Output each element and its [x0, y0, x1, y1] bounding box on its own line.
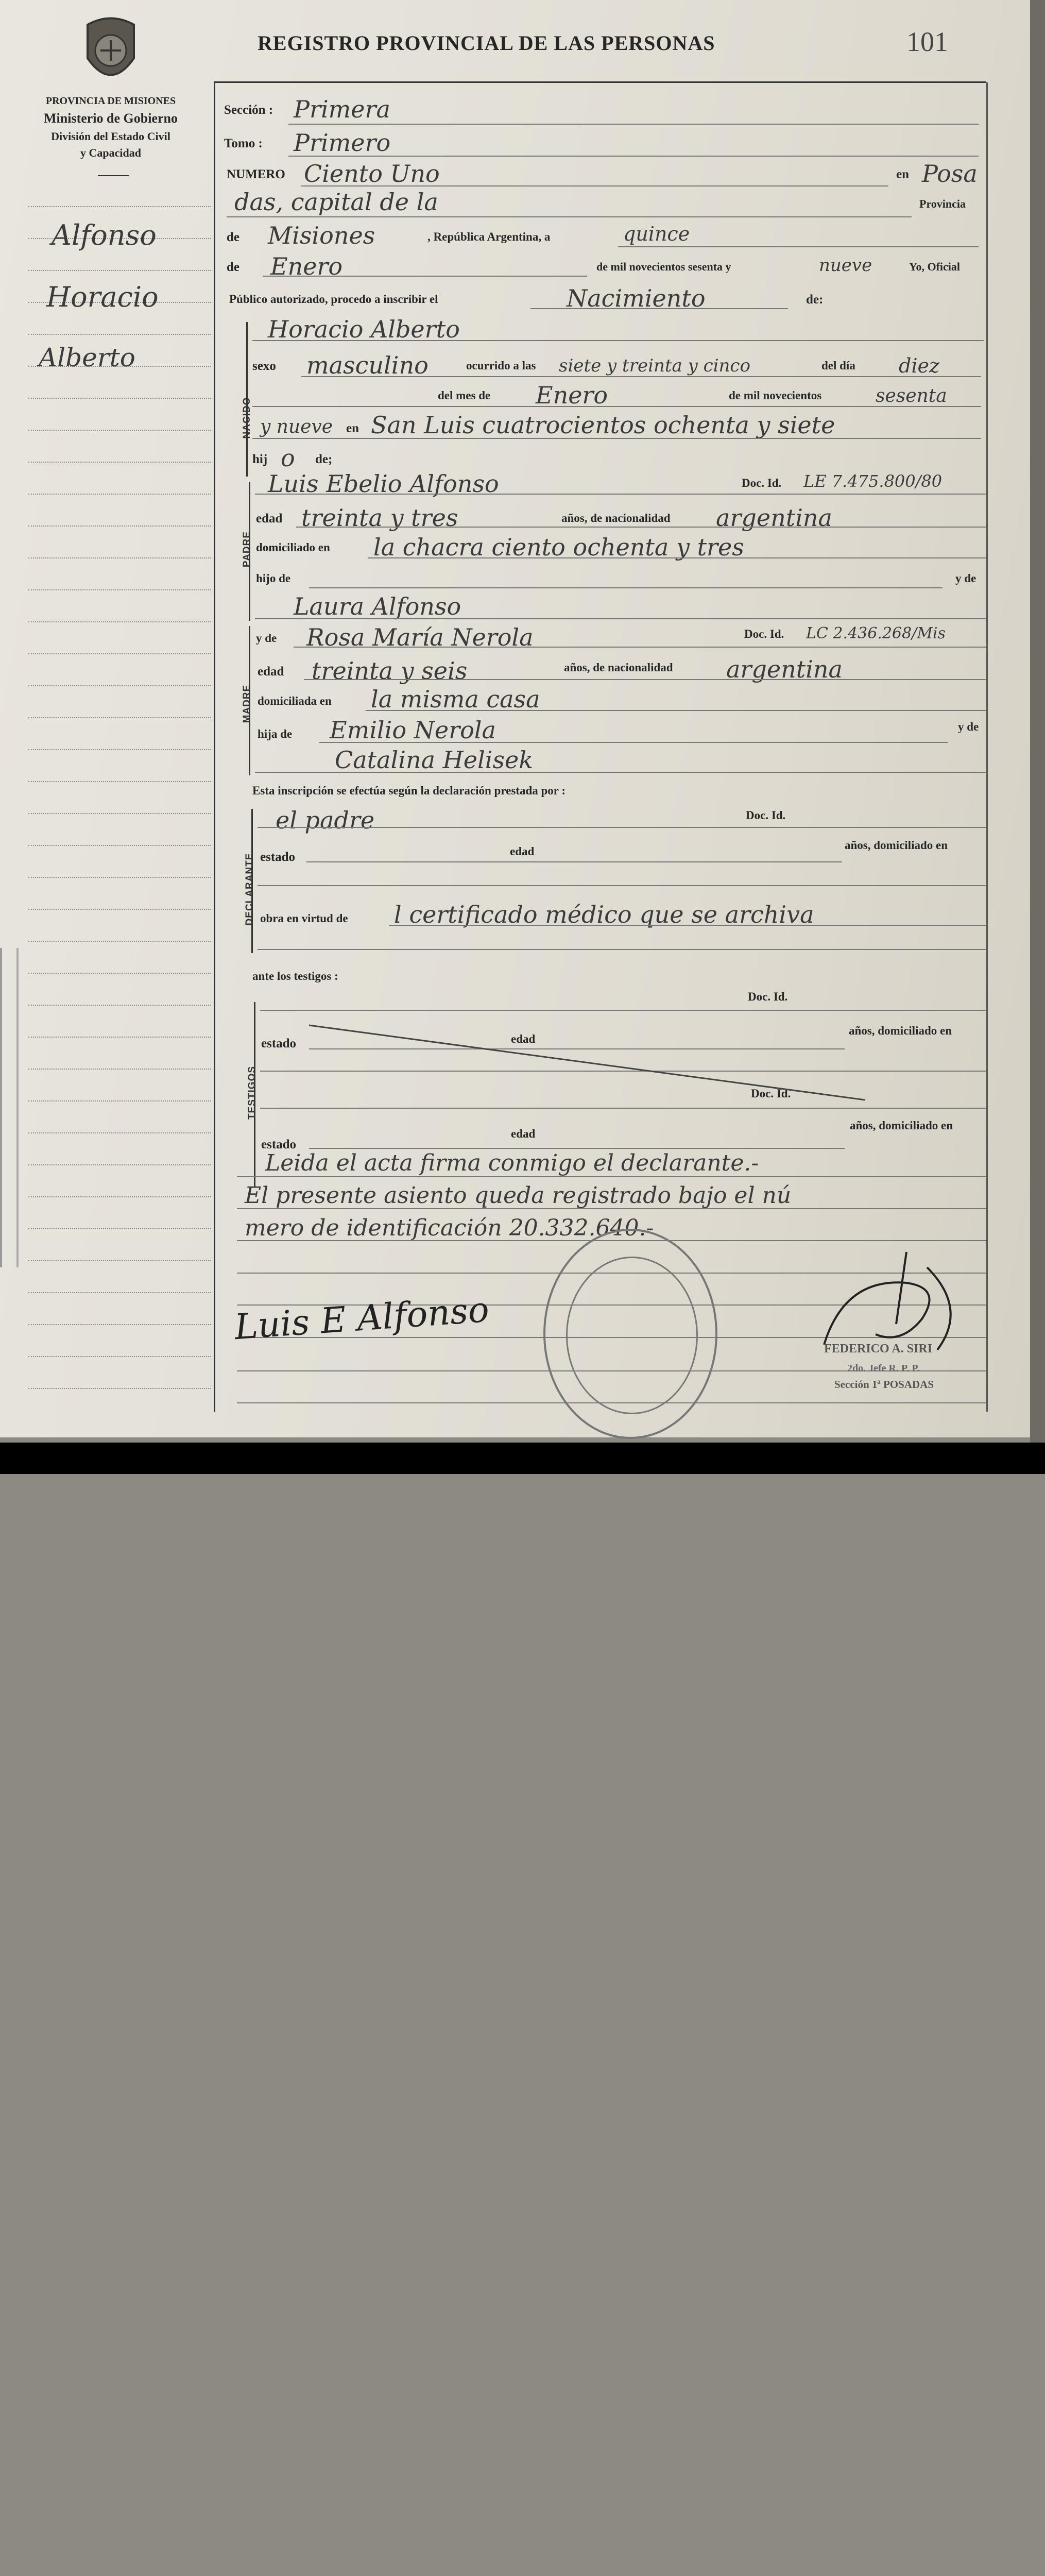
padre-doc-value: LE 7.475.800/80 [803, 471, 943, 491]
margin-rule [28, 813, 211, 814]
provincia-label: Provincia [919, 197, 966, 210]
margin-rule [28, 877, 211, 878]
margin-rule [28, 909, 211, 910]
margin-rule [28, 1005, 211, 1006]
madre-nac-value: argentina [726, 655, 843, 683]
testigo2-doc-label: Doc. Id. [751, 1087, 791, 1100]
margin-rule [28, 589, 211, 590]
sexo-label: sexo [252, 359, 276, 373]
seccion-label: Sección : [224, 103, 273, 117]
republica-label: , República Argentina, a [427, 230, 551, 243]
madre-madre-value: Catalina Helisek [335, 746, 534, 774]
de-semi-label: de; [315, 452, 333, 466]
mes-nac-value: Enero [536, 381, 608, 409]
padre-y-de-label: y de [955, 572, 977, 585]
madre-y-de-label: y de [256, 632, 277, 645]
tomo-line [288, 156, 979, 157]
madre-dom-line [366, 710, 986, 711]
madre-edad-label: edad [258, 665, 284, 679]
madre-padre-value: Emilio Nerola [330, 716, 496, 744]
ciudad-line [227, 216, 912, 217]
tomo-value: Primero [294, 129, 391, 157]
publico-label: Público autorizado, procedo a inscribir el [229, 293, 438, 306]
margin-rule [28, 1100, 211, 1101]
dia-nac-value: diez [899, 354, 939, 377]
margin-rule [28, 1324, 211, 1325]
page-title: REGISTRO PROVINCIAL DE LAS PERSONAS [258, 31, 715, 55]
note-line-1-rule [237, 1176, 986, 1177]
padre-dom-line [368, 557, 986, 558]
strike-line [309, 1023, 876, 1105]
madre-doc-label: Doc. Id. [744, 628, 784, 640]
provincial-crest-icon [77, 14, 144, 92]
hora-value: siete y treinta y cinco [559, 355, 750, 376]
ocurrido-label: ocurrido a las [466, 359, 536, 372]
del-mes-label: del mes de [438, 389, 491, 402]
org-line-2: Ministerio de Gobierno [44, 111, 178, 126]
hijo-de-line [309, 587, 943, 588]
margin-rule [28, 334, 211, 335]
madre-line [294, 647, 986, 648]
declarante-section-label: DECLARANTE [244, 853, 255, 926]
anio-value: nueve [819, 255, 872, 276]
top-border [214, 81, 986, 83]
org-divider [98, 175, 129, 176]
acto-value: Nacimiento [567, 284, 706, 312]
margin-rule [28, 462, 211, 463]
padre-nac-value: argentina [716, 504, 832, 532]
nombre-line [252, 340, 984, 341]
declarante-signature: Luis E Alfonso [233, 1289, 491, 1348]
margin-rule [28, 206, 211, 207]
seccion-line [288, 124, 979, 125]
hija-de-line [319, 742, 948, 743]
dia-line [618, 246, 979, 247]
mes-nac-line [252, 406, 981, 407]
tomo-label: Tomo : [224, 137, 263, 150]
margin-rule [28, 845, 211, 846]
margin-rule [28, 973, 211, 974]
margin-rule [28, 1132, 211, 1133]
hija-de-label: hija de [258, 727, 293, 740]
padre-edad-line [296, 527, 986, 528]
padre-doc-label: Doc. Id. [742, 477, 782, 489]
en-nac-label: en [346, 421, 359, 435]
dia-value: quince [623, 223, 690, 245]
mes-value: Enero [270, 252, 343, 280]
padre-edad-value: treinta y tres [301, 504, 458, 532]
margin-rule [28, 685, 211, 686]
margin-rule [28, 1356, 211, 1357]
hij-suffix: o [281, 444, 295, 472]
margin-divider [214, 82, 215, 1412]
declarante-anos-label: años, domiciliado en [845, 839, 948, 852]
anio-nac-1: sesenta [876, 385, 947, 406]
official-section: Sección 1ª POSADAS [834, 1378, 934, 1391]
obra-label: obra en virtud de [260, 912, 348, 925]
madre-doc-value: LC 2.436.268/Mis [806, 624, 946, 642]
testigo2-edad-label: edad [511, 1127, 536, 1140]
declarante-edad-label: edad [510, 845, 535, 858]
margin-name-2: Horacio [46, 281, 159, 313]
margin-rule [28, 1069, 211, 1070]
testigo1-edad-label: edad [511, 1032, 536, 1045]
testigo2-anos-label: años, domiciliado en [850, 1119, 953, 1132]
mil-novecientos-label: de mil novecientos sesenta y [596, 260, 731, 273]
official-name: FEDERICO A. SIRI [824, 1342, 933, 1355]
obra-line [389, 925, 986, 926]
madre-value: Rosa María Nerola [306, 623, 534, 651]
madre-dom-value: la misma casa [371, 685, 540, 713]
testigo1-estado-label: estado [261, 1037, 297, 1050]
ciudad-value: das, capital de la [234, 188, 438, 216]
numero-line [301, 185, 888, 187]
testigo1-anos-label: años, domiciliado en [849, 1024, 952, 1037]
padre-dom-value: la chacra ciento ochenta y tres [373, 533, 744, 561]
de-label-2: de [227, 260, 239, 274]
obra-value: l certificado médico que se archiva [394, 901, 814, 928]
margin-rule [28, 717, 211, 718]
padre-edad-label: edad [256, 512, 283, 526]
madre-edad-line [304, 679, 986, 680]
nacido-section-label: NACIDO [242, 397, 252, 439]
hij-label: hij [252, 452, 268, 466]
lugar-value: San Luis cuatrocientos ochenta y siete [371, 411, 835, 439]
padre-nac-label: años, de nacionalidad [561, 512, 671, 524]
official-title: 2do. Jefe R. P. P. [847, 1363, 920, 1374]
de-colon-label: de: [806, 293, 824, 307]
testigo2-line [260, 1108, 986, 1109]
mes-line [263, 276, 587, 277]
declarante-line [258, 827, 986, 828]
padre-line [255, 494, 986, 495]
acto-line [530, 308, 788, 309]
testigo2-estado-line [309, 1148, 845, 1149]
binding-staple [0, 948, 19, 1267]
testigos-label: ante los testigos : [252, 970, 338, 982]
madre-madre-line [255, 772, 986, 773]
margin-rule [28, 941, 211, 942]
margin-rule [28, 621, 211, 622]
margin-rule [28, 270, 211, 271]
del-dia-label: del día [821, 359, 855, 372]
inscripcion-label: Esta inscripción se efectúa según la declaración prestada por : [252, 784, 566, 797]
margin-rule [28, 749, 211, 750]
madre-nac-label: años, de nacionalidad [564, 661, 673, 674]
org-line-1: PROVINCIA DE MISIONES [45, 95, 176, 107]
margin-rule [28, 557, 211, 558]
note-line-1: Leida el acta firma conmigo el declarante.- [265, 1150, 759, 1176]
de-label-1: de [227, 230, 239, 244]
margin-rule [28, 1037, 211, 1038]
padre-section-label: PADRE [242, 531, 252, 568]
padre-abuela-line [255, 618, 986, 619]
margin-rule [28, 430, 211, 431]
margin-rule [28, 526, 211, 527]
obra-line-2 [258, 949, 986, 950]
book-edge [1030, 0, 1045, 1443]
sexo-value: masculino [306, 351, 429, 379]
note-line-2: El presente asiento queda registrado bajo el nú [245, 1182, 792, 1209]
declarante-value: el padre [276, 806, 375, 834]
org-line-3: División del Estado Civil [51, 130, 170, 143]
testigos-section-label: TESTIGOS [247, 1065, 258, 1120]
margin-rule [28, 1388, 211, 1389]
official-seal-stamp [543, 1229, 717, 1439]
margin-rule [28, 398, 211, 399]
declarante-estado-label: estado [260, 850, 296, 864]
org-line-4: y Capacidad [80, 146, 141, 159]
numero-value: Ciento Uno [304, 160, 440, 188]
margin-rule [28, 1292, 211, 1293]
lugar-line [252, 438, 981, 439]
margin-rule [28, 1228, 211, 1229]
madre-edad-value: treinta y seis [312, 657, 468, 685]
anio-nac-2: y nueve [260, 416, 333, 437]
page-number: 101 [906, 26, 948, 57]
madre-y-de2-label: y de [958, 720, 979, 733]
en-label: en [896, 167, 909, 181]
hijo-de-label: hijo de [256, 572, 291, 585]
margin-rule [28, 1164, 211, 1165]
sexo-line [301, 376, 981, 377]
note-line-3: mero de identificación 20.332.640.- [245, 1215, 654, 1241]
testigo1-line [260, 1010, 986, 1011]
margin-rule [28, 781, 211, 782]
margin-name-3: Alberto [39, 343, 135, 372]
mil-nov-label: de mil novecientos [729, 389, 822, 402]
declarante-dom-line [258, 885, 986, 886]
margin-rule [28, 1260, 211, 1261]
margin-rule [28, 1196, 211, 1197]
right-border [986, 82, 988, 1412]
declarante-doc-label: Doc. Id. [746, 809, 786, 822]
margin-rule [28, 653, 211, 654]
margin-name-1: Alfonso [52, 219, 157, 251]
filename-bar [0, 1443, 1045, 1474]
en-value: Posa [922, 160, 978, 188]
provincia-value: Misiones [268, 222, 375, 249]
madre-section-label: MADRE [242, 684, 252, 723]
numero-label: NUMERO [227, 167, 285, 181]
nombre-value: Horacio Alberto [268, 315, 460, 343]
declarante-estado-line [306, 861, 842, 862]
testigo2-estado-label: estado [261, 1138, 297, 1151]
yo-oficial-label: Yo, Oficial [909, 260, 960, 273]
note-line-2-rule [237, 1208, 986, 1209]
padre-abuela-value: Laura Alfonso [294, 592, 461, 620]
testigo1-doc-label: Doc. Id. [748, 990, 788, 1003]
seccion-value: Primera [294, 95, 390, 123]
margin-rule [28, 494, 211, 495]
padre-dom-label: domiciliado en [256, 541, 330, 554]
padre-value: Luis Ebelio Alfonso [268, 470, 499, 498]
madre-dom-label: domiciliada en [258, 694, 332, 707]
